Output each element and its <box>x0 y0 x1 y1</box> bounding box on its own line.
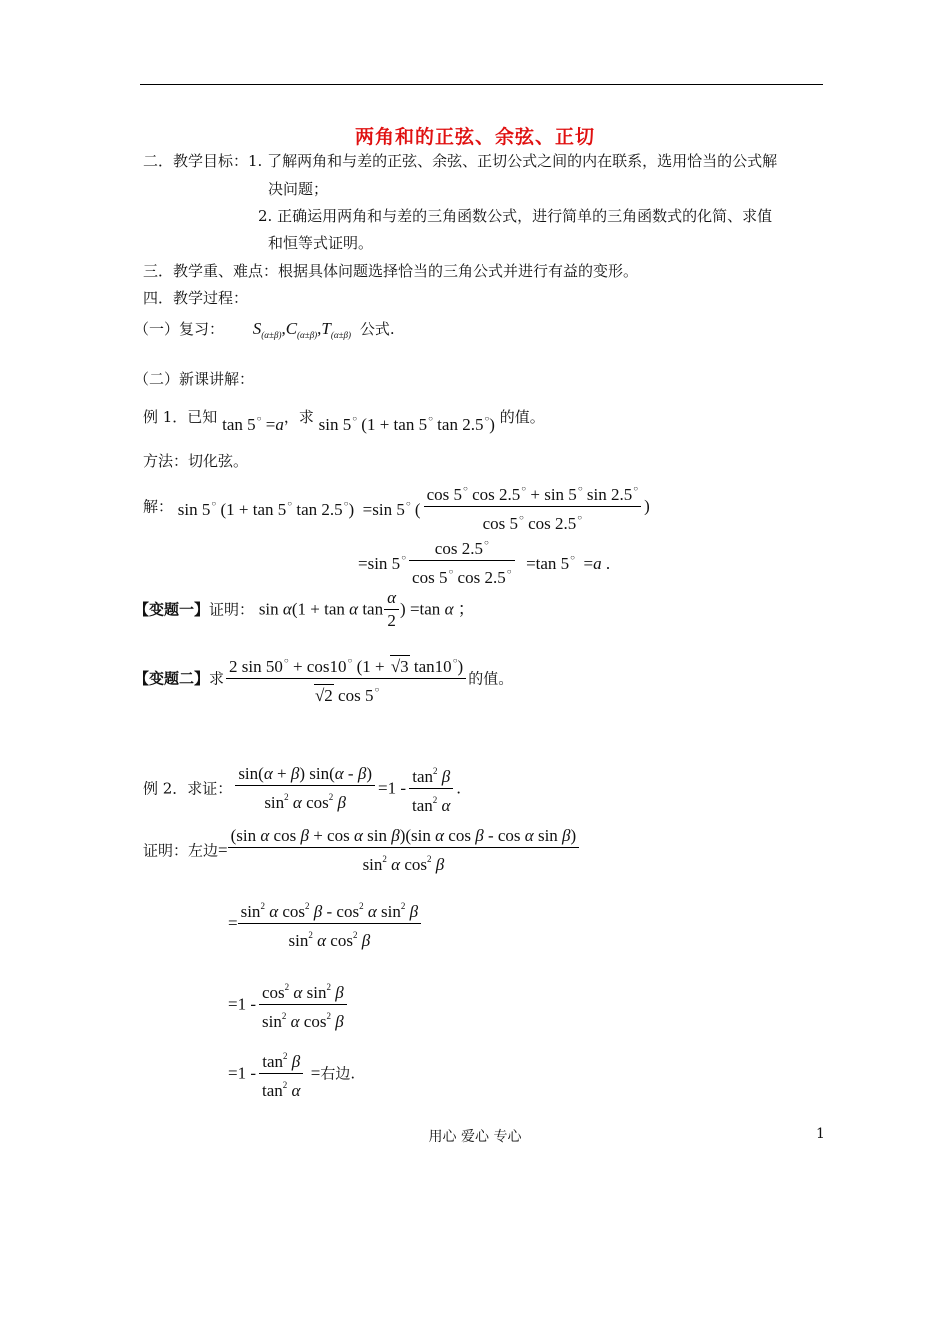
goals-line-4: 和恒等式证明。 <box>268 234 374 252</box>
goals-line-2: 决问题； <box>268 180 329 198</box>
solution-label: 解： <box>143 497 174 516</box>
goals-label: 二．教学目标： <box>143 152 249 170</box>
example1-method: 方法：切化弦。 <box>143 452 249 470</box>
solution-fraction-2: $\frac{\cos 2.5^○}{\cos 5^○ \cos 2.5^○}$ <box>409 532 515 589</box>
variant2-suffix: 的值。 <box>468 669 514 688</box>
goals-line-3: 2. 正确运用两角和与差的三角函数公式，进行简单的三角函数式的化简、求值 <box>258 207 773 225</box>
example1-expression: sin 5○ (1 + tan 5○ tan 2.5○) <box>318 414 495 434</box>
header-rule <box>140 84 823 85</box>
example1-given: tan 5○ =a <box>222 414 284 434</box>
goals-item-1: 1. 了解两角和与差的正弦、余弦、正切公式之间的内在联系，选用恰当的公式解 <box>248 152 778 170</box>
proof-line-1: 证明：左边= $\frac{\text{(sin α cos β + cos α sin β)(sin α cos β - cos α sin β)}}{\sin^2 \alpha \cos^2 \beta}$ <box>143 825 582 876</box>
variant1-text: 证明： <box>209 600 255 619</box>
example2-line: 例 2．求证： $\frac{\sin(\alpha + \beta) \sin(\alpha - \beta)}{\sin^2 \alpha \cos^2 \beta}$ =1 - $\frac{\tan^2 \beta}{\tan^2 \alpha}$ . <box>143 760 461 817</box>
solution-step-1: sin 5○ (1 + tan 5○ tan 2.5○) =sin 5○ ( <box>177 498 421 519</box>
proof-right-side: 右边. <box>320 1064 356 1083</box>
page-title: 两角和的正弦、余弦、正切 <box>354 126 595 148</box>
proof-fraction-1: $\frac{\text{(sin α cos β + cos α sin β)(sin α cos β - cos α sin β)}}{\sin^2 \alpha \cos^2 \beta}$ <box>228 825 580 876</box>
proof-label: 证明：左边 <box>143 841 219 860</box>
solution-line-1: 解： sin 5○ (1 + tan 5○ tan 2.5○) =sin 5○ ( $\frac{\cos 5^○ \cos 2.5^○ + \sin 5^○ \sin 2.5^○}{\cos 5^○ \cos 2.5^○}$ ) <box>143 478 650 535</box>
review-suffix: 公式. <box>359 320 395 338</box>
review-line <box>134 318 395 346</box>
proof-line-2: = $\frac{\sin^2 \alpha \cos^2 \beta - \cos^2 \alpha \sin^2 \beta}{\sin^2 \alpha \cos^2 \beta}$ <box>228 895 424 952</box>
example1-mid: ，求 <box>283 408 314 426</box>
variant2-text: 求 <box>209 669 225 688</box>
example1-label: 例 1．已知 <box>143 408 218 426</box>
example1-statement <box>143 400 545 434</box>
variant1-formula: sin α(1 + tan α tan <box>258 599 384 619</box>
proof-fraction-3: $\frac{\cos^2 \alpha \sin^2 \beta}{\sin^2 \alpha \cos^2 \beta}$ <box>259 976 347 1033</box>
proof-fraction-4: $\frac{\tan^2 \beta}{\tan^2 \alpha}$ <box>259 1045 303 1102</box>
example2-rhs-fraction: $\frac{\tan^2 \beta}{\tan^2 \alpha}$ <box>409 760 453 817</box>
variant2-fraction: $\frac{2 \sin 50^○ + \cos 10^○ (1 + √3 \tan 10^○)}{√2 \cos 5^○}$ <box>226 650 466 707</box>
variant1-label: 【变题一】 <box>134 600 210 619</box>
variant1-half-angle: $\frac{\alpha}{2}$ <box>384 587 399 632</box>
variant2-line <box>134 650 513 707</box>
solution-line-2: =sin 5○ $\frac{\cos 2.5^○}{\cos 5^○ \cos 2.5^○}$ =tan 5○ =a . <box>358 532 610 589</box>
key-points: 三．教学重、难点：根据具体问题选择恰当的三角公式并进行有益的变形。 <box>143 262 639 280</box>
new-lesson-heading: （二）新课讲解： <box>134 370 255 388</box>
goals-line-1 <box>143 150 777 172</box>
review-formulas: $S_{(\alpha\pm\beta)},C_{(\alpha\pm\beta)},T_{(\alpha\pm\beta)}$ <box>252 319 352 340</box>
page-number: 1 <box>816 1126 825 1142</box>
review-label: （一）复习： <box>134 320 225 338</box>
footer-slogan: 用心 爱心 专心 <box>428 1129 522 1145</box>
proof-line-3: =1 - $\frac{\cos^2 \alpha \sin^2 \beta}{\sin^2 \alpha \cos^2 \beta}$ <box>228 976 350 1033</box>
variant1-line: 【变题一】证明： sin α(1 + tan α tan $\frac{\alpha}{2}$ ) =tan α ； <box>134 588 475 630</box>
solution-fraction-1: $\frac{\cos 5^○ \cos 2.5^○ + \sin 5^○ \sin 2.5^○}{\cos 5^○ \cos 2.5^○}$ <box>424 478 642 535</box>
variant2-label: 【变题二】 <box>134 669 210 688</box>
proof-fraction-2: $\frac{\sin^2 \alpha \cos^2 \beta - \cos^2 \alpha \sin^2 \beta}{\sin^2 \alpha \cos^2 \beta}$ <box>238 895 422 952</box>
example2-lhs-fraction: $\frac{\sin(\alpha + \beta) \sin(\alpha - \beta)}{\sin^2 \alpha \cos^2 \beta}$ <box>235 763 375 814</box>
process-heading: 四．教学过程： <box>143 289 249 307</box>
example1-suffix: 的值。 <box>499 408 545 426</box>
proof-line-4: =1 - $\frac{\tan^2 \beta}{\tan^2 \alpha}$ =右边. <box>228 1045 355 1102</box>
example2-label: 例 2．求证： <box>143 779 233 798</box>
